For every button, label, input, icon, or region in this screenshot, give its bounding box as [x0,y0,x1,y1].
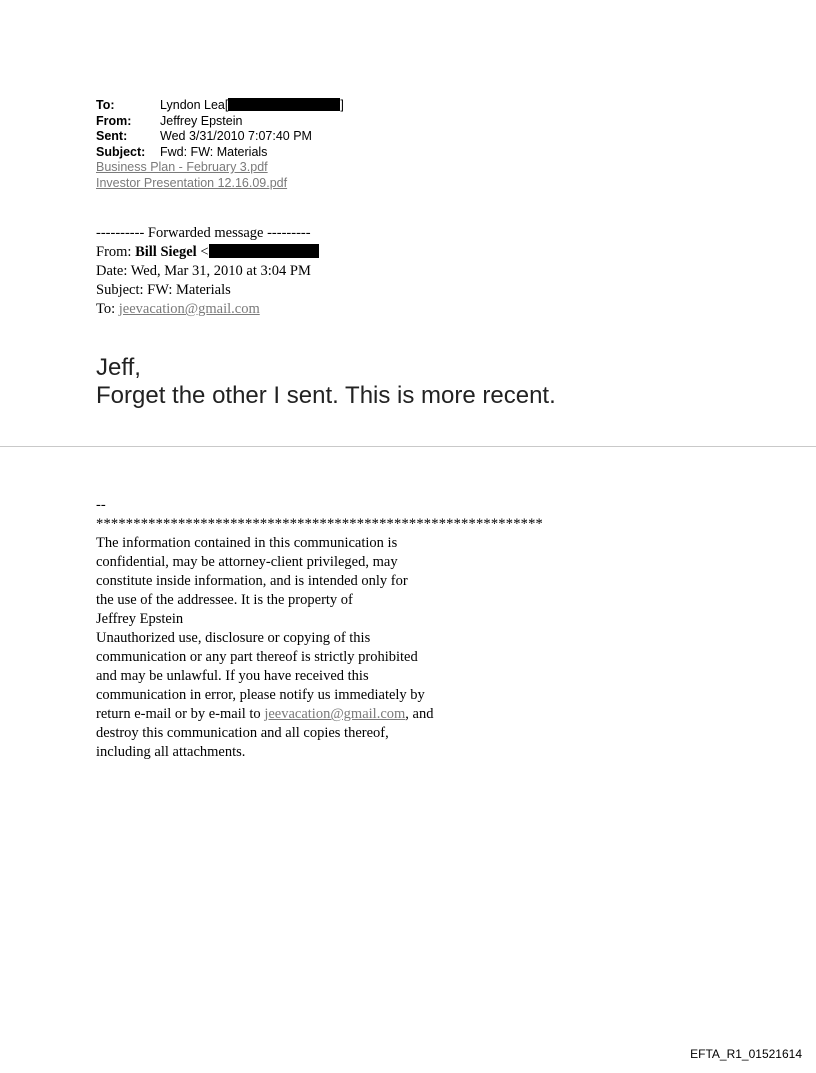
subject-value: Fwd: FW: Materials [160,144,268,159]
disclaimer-line: Unauthorized use, disclosure or copying of this [96,630,371,646]
forwarded-to: To: jeevacation@gmail.com [96,301,260,317]
sent-value: Wed 3/31/2010 7:07:40 PM [160,129,312,143]
to-value: Lyndon Lea[ ] [160,98,344,112]
email-link[interactable]: jeevacation@gmail.com [118,301,260,317]
attachment-link[interactable]: Investor Presentation 12.16.09.pdf [96,175,288,190]
disclaimer-line: communication in error, please notify us immediately by [96,687,425,703]
to-label: To: [96,98,115,112]
disclaimer-line: destroy this communication and all copies thereof, [96,725,389,741]
to-row [96,98,344,114]
greeting: Jeff, [96,354,141,381]
redaction-bar [209,244,319,258]
sent-label: Sent: [96,129,128,143]
forwarded-subject: Subject: FW: Materials [96,282,231,298]
subject-label: Subject: [96,144,146,159]
divider [0,446,816,447]
disclaimer-line: communication or any part thereof is strictly prohibited [96,649,418,665]
star-separator: ************************************************************ [96,516,543,532]
disclaimer-line: including all attachments. [96,744,246,760]
email-link[interactable]: jeevacation@gmail.com [264,706,406,722]
disclaimer-return-line: return e-mail or by e-mail to jeevacation@gmail.com, and [96,706,434,722]
forwarded-date: Date: Wed, Mar 31, 2010 at 3:04 PM [96,263,311,279]
from-row [96,114,344,130]
subject-row [96,145,344,161]
from-value: Jeffrey Epstein [160,113,243,128]
signature-dashes: -- [96,497,106,513]
message-text: Forget the other I sent. This is more recent. [96,382,556,409]
forwarded-banner: ---------- Forwarded message --------- [96,225,311,241]
sender-name: Bill Siegel [135,244,197,260]
disclaimer-line: the use of the addressee. It is the property of [96,592,353,608]
message-body [96,354,556,410]
document-id: EFTA_R1_01521614 [690,1047,802,1061]
email-header [96,98,344,191]
disclaimer-line: and may be unlawful. If you have received this [96,668,369,684]
disclaimer-line: Jeffrey Epstein [96,611,184,627]
forwarded-message [96,224,319,319]
attachment-link[interactable]: Business Plan - February 3.pdf [96,160,268,174]
forwarded-from: From: Bill Siegel < [96,243,319,262]
disclaimer-line: constitute inside information, and is intended only for [96,573,408,589]
redaction-bar [228,98,340,111]
disclaimer-line: confidential, may be attorney-client privileged, may [96,554,398,570]
disclaimer-line: The information contained in this communication is [96,535,398,551]
confidentiality-disclaimer [96,496,543,762]
sent-row [96,129,344,145]
from-label: From: [96,113,132,128]
